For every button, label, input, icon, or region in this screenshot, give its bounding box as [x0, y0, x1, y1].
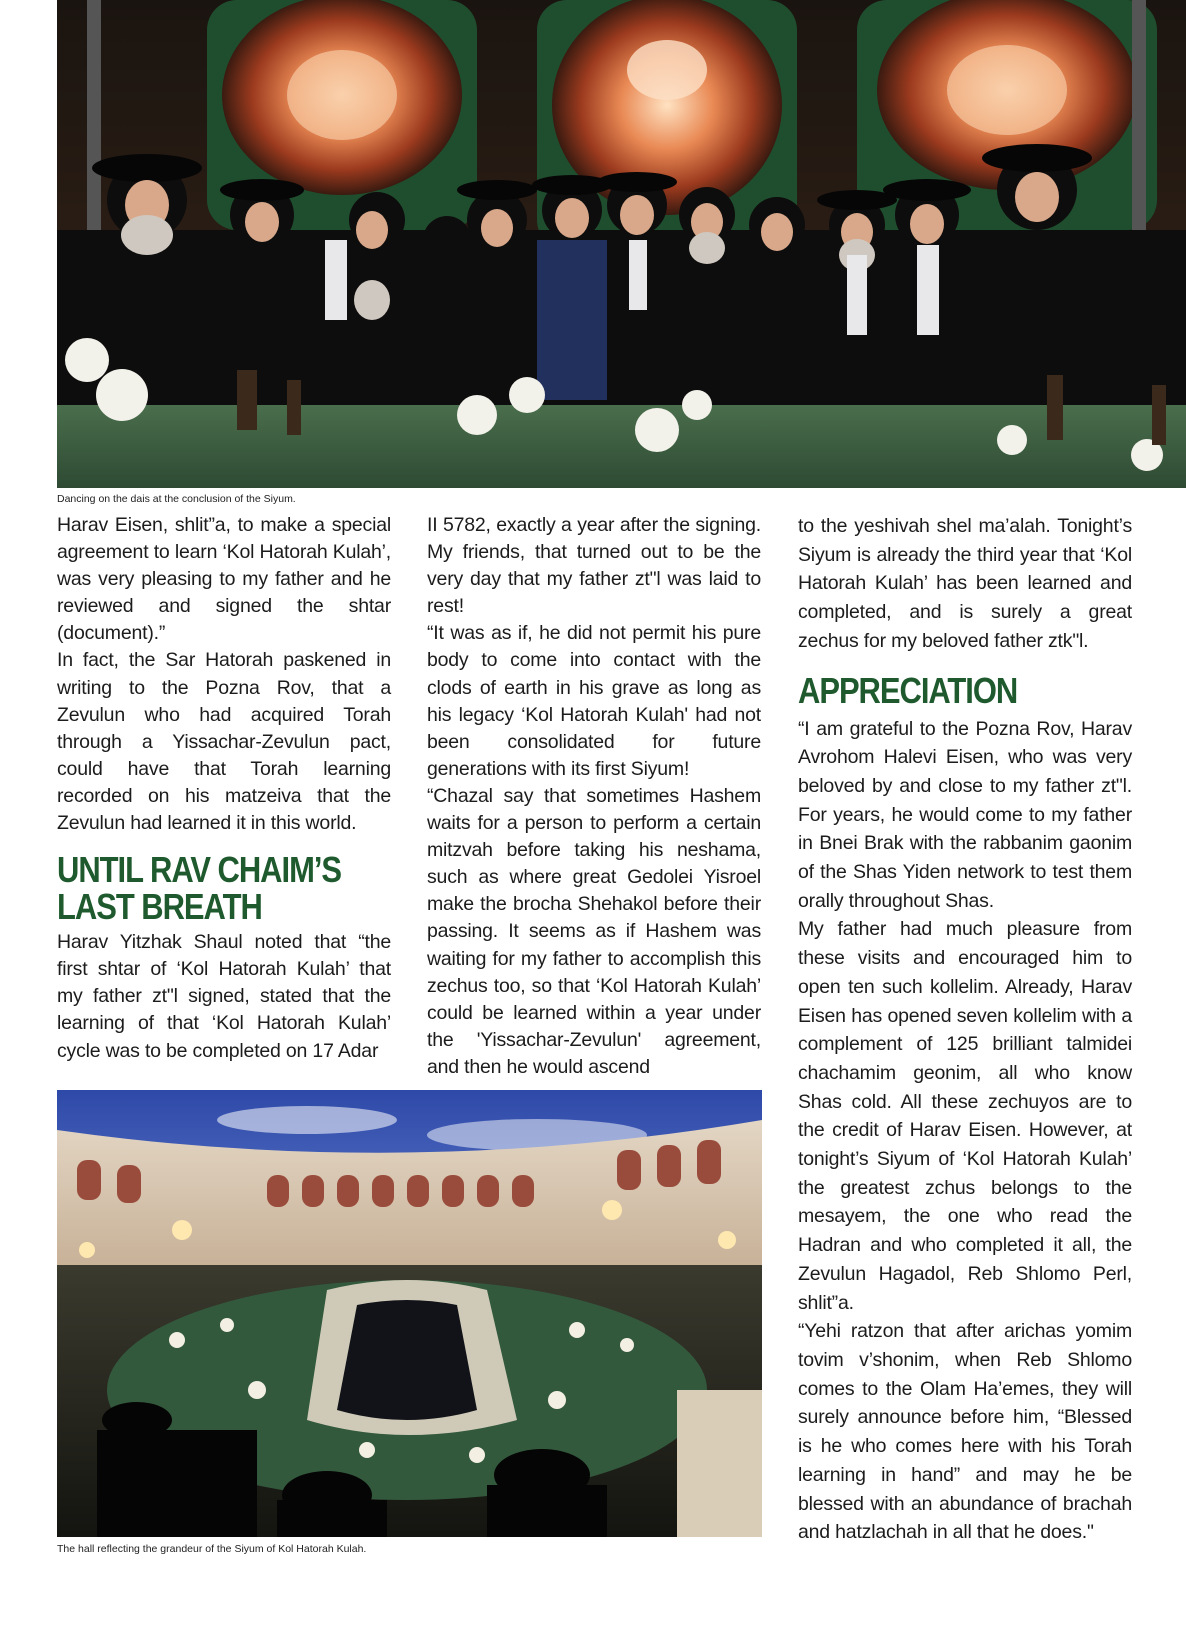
paragraph: In fact, the Sar Hatorah paskened in writing to the Pozna Rov, that a Zevulun who had acquired Torah through a Yissachar-Zevulun pact, could have that Torah learning recorded on his matzeiva that the Zevulun had learned it in this world. [57, 649, 391, 835]
photo-caption-hall: The hall reflecting the grandeur of the Siyum of Kol Hatorah Kulah. [57, 1543, 367, 1555]
section-heading-appreciation: APPRECIATION [798, 669, 1018, 711]
article-column-2 [427, 512, 761, 1081]
paragraph: “I am grateful to the Pozna Rov, Harav Avrohom Halevi Eisen, who was very beloved by and close to my father zt"l. For years, he would come to my father in Bnei Brak with the rabbanim gaonim of the Shas Yiden network to test them orally throughout Shas. [798, 717, 1132, 912]
article-column-3 [798, 512, 1132, 1547]
paragraph: “Chazal say that sometimes Hashem waits for a person to perform a certain mitzvah before taking his neshama, such as where great Gedolei Yisroel make the brocha Shehakol before their passing. It seems as if Hashem was waiting for my father to accomplish this zechus too, so that ‘Kol Hatorah Kulah’ could be learned within a year under the 'Yissachar-Zevulun' agreement, and then he would ascend [427, 784, 761, 1078]
photo-dais-dancing [57, 0, 1186, 488]
paragraph: Harav Eisen, shlit”a, to make a special agreement to learn ‘Kol Hatorah Kulah’, was very pleasing to my father and he reviewed and signed the shtar (document).” [57, 514, 391, 645]
photo-caption-top: Dancing on the dais at the conclusion of the Siyum. [57, 493, 296, 505]
article-column-1 [57, 512, 391, 1065]
paragraph: Harav Yitzhak Shaul noted that “the first shtar of ‘Kol Hatorah Kulah’ that my father zt"l signed, stated that the learning of that ‘Kol Hatorah Kulah’ cycle was to be completed on 17 Adar [57, 931, 391, 1062]
photo-hall-grandeur [57, 1090, 762, 1537]
paragraph: “It was as if, he did not permit his pure body to come into contact with the clods of earth in his grave as long as his legacy ‘Kol Hatorah Kulah' had not been consolidated for future generations with its first Siyum! [427, 622, 761, 780]
paragraph: II 5782, exactly a year after the signing. My friends, that turned out to be the very day that my father zt"l was laid to rest! [427, 514, 761, 618]
paragraph: “Yehi ratzon that after arichas yomim tovim v’shonim, when Reb Shlomo comes to the Olam Ha’emes, they will surely announce before him, “Blessed is he who comes here with his Torah learning in hand” and may he be blessed with an abundance of brachah and hatzlachah in all that he does." [798, 1320, 1132, 1544]
paragraph: My father had much pleasure from these visits and encouraged him to open ten such kollelim. Already, Harav Eisen has opened seven kollelim with a complement of 125 brilliant talmidei chachamim geonim, all who know Shas cold. All these zechuyos are to the credit of Harav Eisen. However, at tonight’s Siyum of ‘Kol Hatorah Kulah’ the greatest zchus belongs to the mesayem, the one who read the Hadran and who completed it all, the Zevulun Hagadol, Reb Shlomo Perl, shlit”a. [798, 918, 1132, 1314]
section-heading-last-breath: UNTIL RAV CHAIM’S LAST BREATH [57, 849, 342, 928]
paragraph: to the yeshivah shel ma’alah. Tonight’s Siyum is already the third year that ‘Kol Hatorah Kulah’ has been learned and completed, and is surely a great zechus for my beloved father ztk"l. [798, 515, 1132, 652]
